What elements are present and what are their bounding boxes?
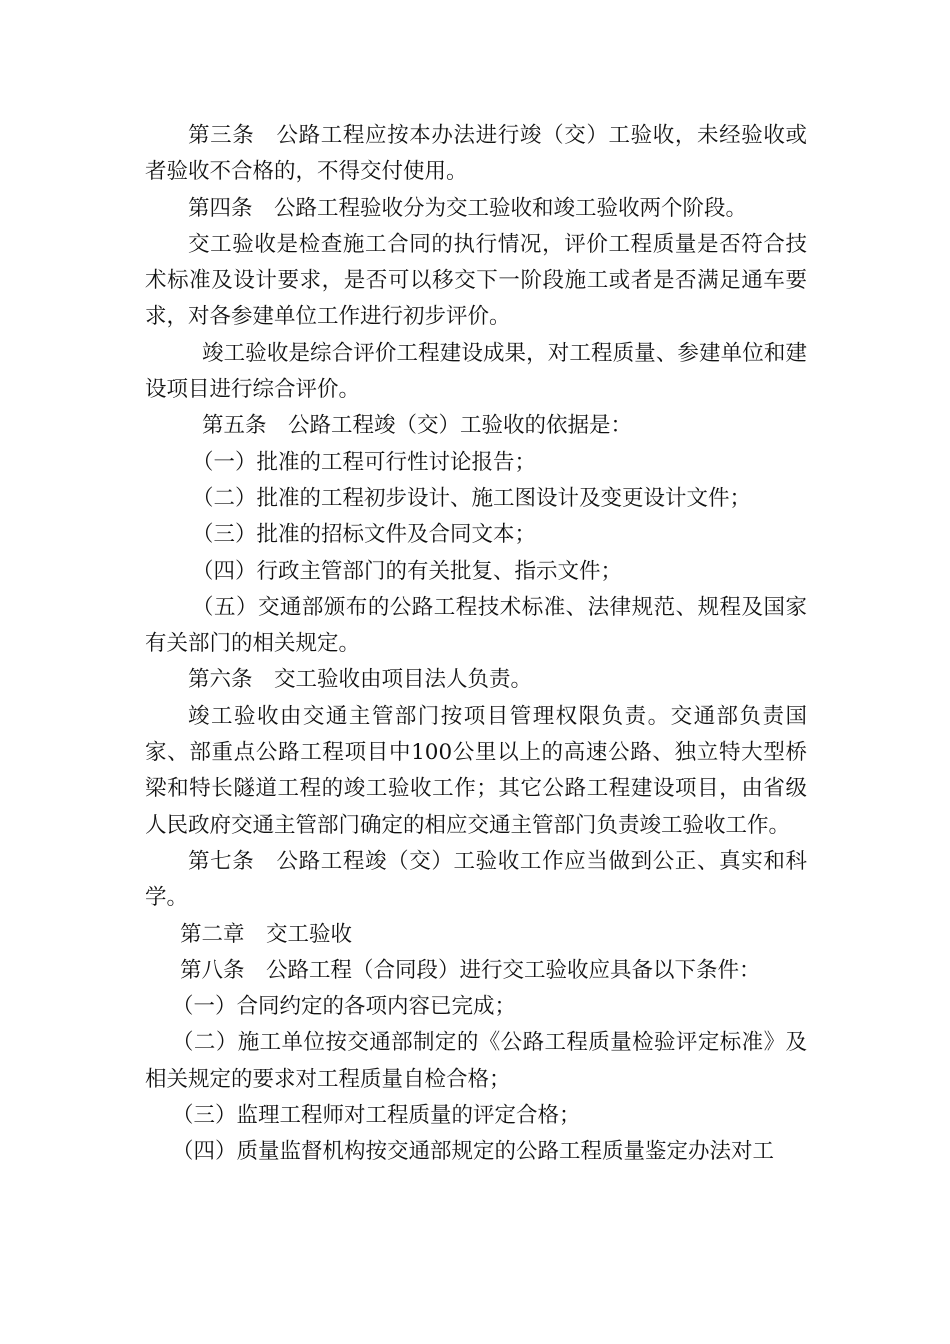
article-8: 第八条 公路工程（合同段）进行交工验收应具备以下条件： — [180, 957, 761, 983]
article-3: 第三条 公路工程应按本办法进行竣（交）工验收，未经验收或者验收不合格的，不得交付使用。 — [145, 123, 807, 185]
article-4: 第四条 公路工程验收分为交工验收和竣工验收两个阶段。 — [188, 195, 748, 221]
article-5-item-4: （四）行政主管部门的有关批复、指示文件； — [192, 558, 623, 584]
article-5-item-3: （三）批准的招标文件及合同文本； — [192, 522, 537, 548]
article-7: 第七条 公路工程竣（交）工验收工作应当做到公正、真实和科学。 — [145, 848, 807, 911]
article-5-item-1: （一）批准的工程可行性讨论报告； — [192, 449, 537, 475]
article-5-item-5: （五）交通部颁布的公路工程技术标准、法律规范、规程及国家有关部门的相关规定。 — [145, 594, 807, 657]
article-8-item-2: （二）施工单位按交通部制定的《公路工程质量检验评定标准》及相关规定的要求对工程质量自检合格； — [145, 1030, 807, 1092]
article-5-item-2: （二）批准的工程初步设计、施工图设计及变更设计文件； — [192, 485, 752, 511]
completion-acceptance-responsibility: 竣工验收由交通主管部门按项目管理权限负责。交通部负责国家、部重点公路工程项目中100公里以上的高速公路、独立特大型桥梁和特长隧道工程的竣工验收工作；其它公路工程建设项目，由省级人民政府交通主管部门确定的相应交通主管部门负责竣工验收工作。 — [145, 703, 807, 838]
article-8-item-1: （一）合同约定的各项内容已完成； — [172, 994, 517, 1020]
article-8-item-3: （三）监理工程师对工程质量的评定合格； — [172, 1103, 581, 1129]
article-8-item-4: （四）质量监督机构按交通部规定的公路工程质量鉴定办法对工 — [172, 1139, 775, 1165]
handover-acceptance-definition: 交工验收是检查施工合同的执行情况，评价工程质量是否符合技术标准及设计要求，是否可以移交下一阶段施工或者是否满足通车要求，对各参建单位工作进行初步评价。 — [145, 231, 807, 330]
completion-acceptance-definition: 竣工验收是综合评价工程建设成果，对工程质量、参建单位和建设项目进行综合评价。 — [145, 340, 807, 403]
article-6: 第六条 交工验收由项目法人负责。 — [188, 667, 533, 693]
article-5: 第五条 公路工程竣（交）工验收的依据是： — [202, 413, 633, 439]
chapter-2-heading: 第二章 交工验收 — [180, 921, 353, 947]
document-body — [145, 118, 807, 1171]
